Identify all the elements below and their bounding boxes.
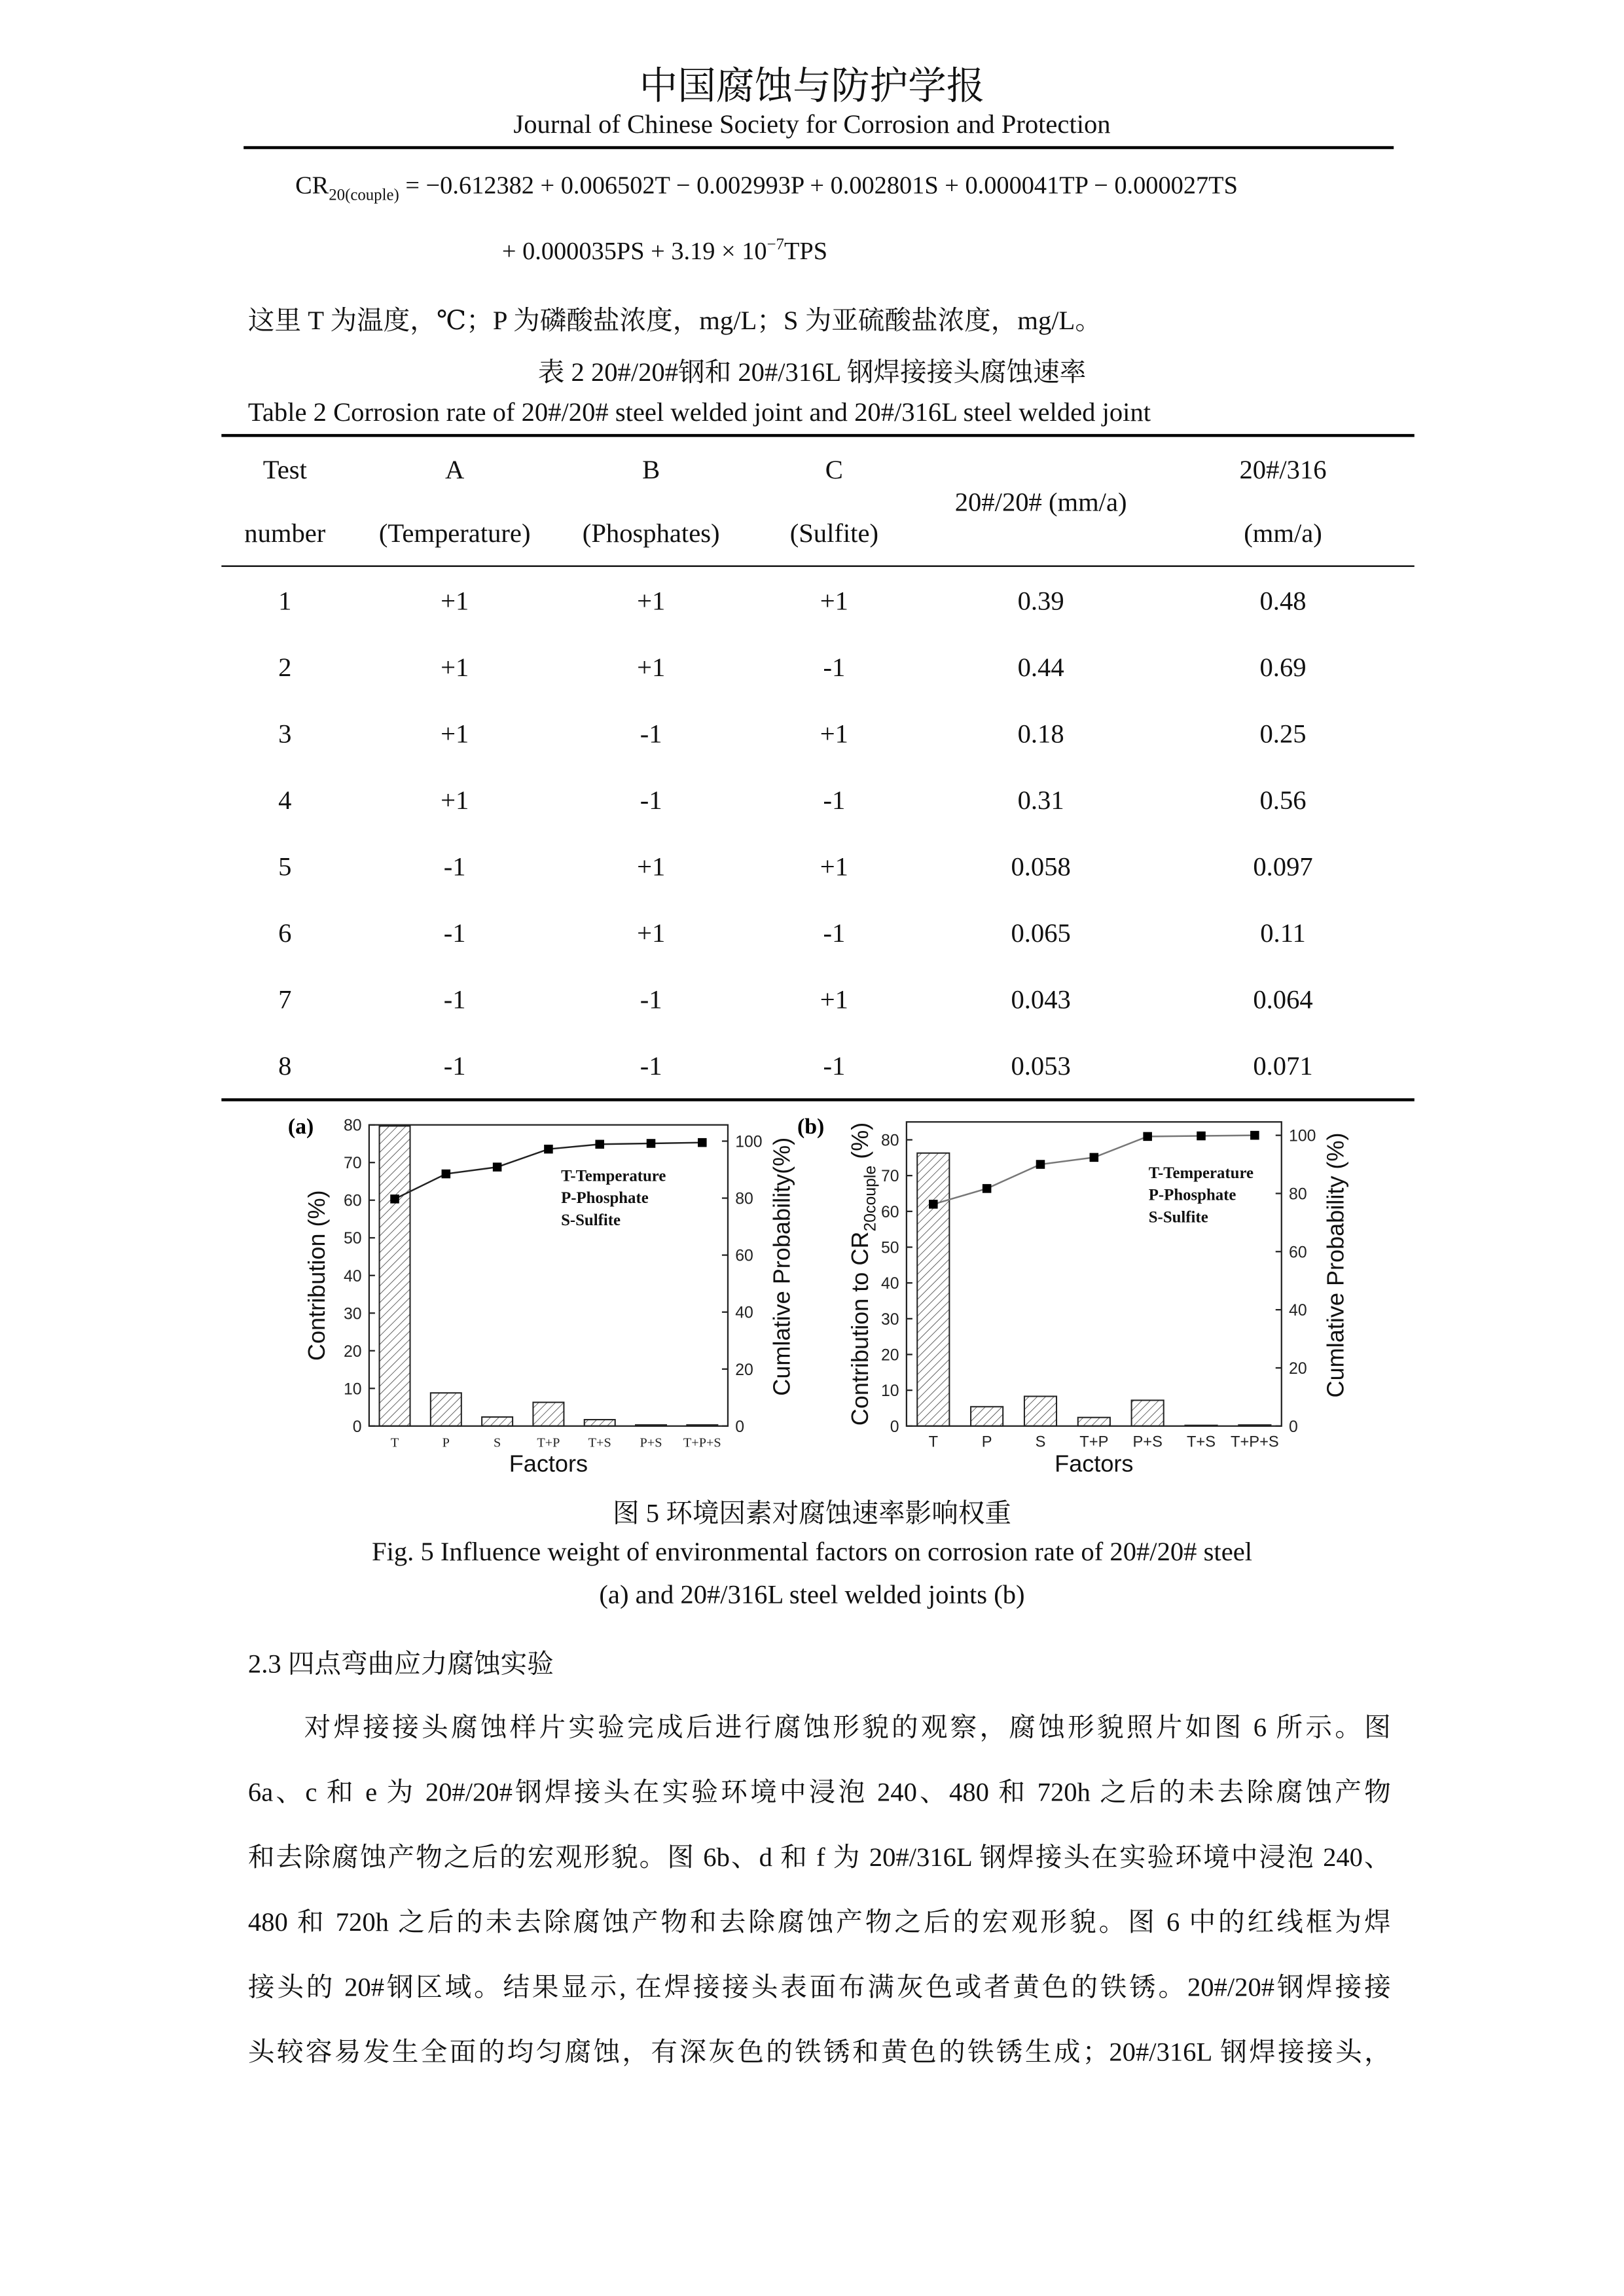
y-tick-label: 20 [881, 1346, 899, 1365]
table-cell: +1 [441, 586, 469, 616]
bar [687, 1425, 717, 1426]
y-axis-label-main: Contribution to CR [846, 1231, 874, 1426]
y2-axis-label: Cumlative Probability (%) [1322, 1132, 1349, 1398]
table-cell: 5 [278, 852, 292, 882]
bar [585, 1420, 615, 1426]
header-rule [244, 146, 1394, 148]
bar [533, 1403, 564, 1426]
bar [380, 1126, 410, 1426]
y2-tick-label: 20 [1289, 1359, 1307, 1378]
table-cell: -1 [640, 719, 662, 749]
y-tick-label: 70 [344, 1155, 362, 1173]
table-cell: +1 [441, 719, 469, 749]
formula-line-1 [295, 171, 1238, 205]
x-tick-label: T+P+S [683, 1435, 721, 1450]
panel-label: (a) [287, 1115, 314, 1139]
plot-frame [369, 1125, 728, 1426]
y-tick-label: 70 [881, 1168, 899, 1186]
x-tick-label: T [928, 1433, 939, 1451]
table-caption-en: Table 2 Corrosion rate of 20#/20# steel welded joint and 20#/316L steel welded joint [247, 397, 1151, 427]
cumulative-point [647, 1139, 656, 1148]
bar [431, 1393, 461, 1426]
table-caption-cn: 表 2 20#/20#钢和 20#/316L 钢焊接接头腐蚀速率 [537, 357, 1087, 387]
table-cell: 0.44 [1017, 652, 1064, 683]
panel-label: (b) [797, 1115, 825, 1139]
cumulative-point [595, 1140, 604, 1149]
cumulative-point [1090, 1153, 1099, 1162]
y2-tick-label: 80 [735, 1190, 753, 1208]
legend-annotation: S-Sulfite [561, 1211, 621, 1230]
formula-exp: −7 [767, 236, 784, 254]
table-cell: +1 [820, 719, 848, 749]
y-tick-label: 50 [344, 1230, 362, 1248]
y2-tick-label: 0 [1289, 1418, 1298, 1436]
y-tick-label: 40 [881, 1275, 899, 1293]
table-cell: +1 [637, 852, 666, 882]
table-header-cell: Test [262, 454, 307, 484]
x-tick-label: T+S [588, 1435, 611, 1450]
paragraph-line: 480 和 720h 之后的未去除腐蚀产物和去除腐蚀产物之后的宏观形貌。图 6 中的红线框为焊 [247, 1907, 1391, 1937]
table-cell: 0.56 [1259, 785, 1307, 816]
table-bottom-rule [221, 1098, 1414, 1100]
y-tick-label: 60 [344, 1192, 362, 1210]
bar [1024, 1396, 1056, 1426]
paragraph-line: 和去除腐蚀产物之后的宏观形貌。图 6b、d 和 f 为 20#/316L 钢焊接头在实验环境中浸泡 240、 [247, 1842, 1391, 1872]
y-tick-label: 40 [344, 1267, 362, 1285]
y-tick-label: 80 [344, 1117, 362, 1135]
table-header-cell: number [244, 518, 326, 548]
table-cell: +1 [820, 984, 848, 1014]
table-cell: 0.69 [1259, 652, 1307, 683]
table-cell: -1 [823, 918, 846, 948]
paragraph-line: 头较容易发生全面的均匀腐蚀，有深灰色的铁锈和黄色的铁锈生成；20#/316L 钢焊接接头， [247, 2037, 1391, 2067]
formula-lhs-sub: 20(couple) [329, 187, 399, 205]
formula-lhs: CR [295, 171, 329, 200]
y-axis-label-tail: (%) [846, 1122, 874, 1166]
table-cell: 7 [278, 984, 292, 1014]
table-cell: +1 [637, 652, 666, 683]
table-cell: -1 [443, 852, 466, 882]
table-header-rule [221, 565, 1414, 567]
y2-tick-label: 40 [1289, 1302, 1307, 1320]
y2-tick-label: 100 [735, 1133, 763, 1151]
table-cell: 0.48 [1259, 586, 1307, 616]
cumulative-point [390, 1194, 399, 1204]
table-cell: 0.31 [1017, 785, 1064, 816]
table-cell: +1 [637, 586, 666, 616]
bar [1078, 1418, 1110, 1426]
table-header-cell: (Sulfite) [789, 518, 879, 548]
y-tick-label: 20 [344, 1342, 362, 1361]
paragraph-line: 6a、c 和 e 为 20#/20#钢焊接头在实验环境中浸泡 240、480 和 720h 之后的未去除腐蚀产物 [247, 1777, 1391, 1807]
table-cell: 0.064 [1253, 984, 1313, 1014]
cumulative-point [442, 1170, 451, 1179]
table-cell: +1 [820, 852, 848, 882]
table-cell: 0.053 [1011, 1050, 1071, 1081]
bar [1132, 1400, 1164, 1426]
bar [482, 1417, 513, 1426]
table-cell: -1 [823, 785, 846, 816]
y-tick-label: 0 [352, 1418, 362, 1436]
table-cell: 8 [278, 1050, 292, 1081]
bar [1238, 1425, 1271, 1426]
journal-title-en: Journal of Chinese Society for Corrosion and Protection [513, 109, 1111, 139]
cumulative-point [983, 1184, 992, 1193]
table-cell: -1 [443, 918, 466, 948]
table-cell: 0.071 [1253, 1050, 1313, 1081]
table-cell: 0.39 [1017, 586, 1064, 616]
table-cell: 1 [278, 586, 292, 616]
y-tick-label: 80 [881, 1132, 899, 1150]
cumulative-point [698, 1138, 707, 1147]
table-cell: 0.065 [1011, 918, 1071, 948]
x-tick-label: P [442, 1435, 450, 1450]
table-cell: -1 [823, 1050, 846, 1081]
table-cell: 4 [278, 785, 292, 816]
x-tick-label: P+S [1132, 1433, 1163, 1451]
table-cell: 3 [278, 719, 292, 749]
cumulative-point [493, 1162, 502, 1172]
table-cell: +1 [441, 652, 469, 683]
y-axis-label [846, 1122, 879, 1426]
y-tick-label: 30 [344, 1305, 362, 1323]
y-tick-label: 10 [344, 1380, 362, 1399]
legend-annotation: P-Phosphate [1148, 1186, 1236, 1204]
y-tick-label: 30 [881, 1310, 899, 1329]
y-tick-label: 0 [890, 1418, 899, 1436]
journal-title-cn: 中国腐蚀与防护学报 [639, 65, 985, 108]
table-header-cell: (mm/a) [1244, 518, 1322, 548]
table-header-cell: A [445, 454, 465, 484]
x-tick-label: T+P [537, 1435, 560, 1450]
table-cell: 2 [278, 652, 292, 683]
table-header-cell: C [825, 454, 843, 484]
chart-a [287, 1110, 795, 1486]
table-cell: -1 [640, 984, 662, 1014]
table-header-cell: 20#/20# (mm/a) [954, 487, 1127, 517]
cumulative-point [1250, 1131, 1259, 1140]
bar [636, 1425, 666, 1426]
bar [971, 1407, 1003, 1426]
table-top-rule [221, 434, 1414, 436]
y2-tick-label: 80 [1289, 1185, 1307, 1204]
cumulative-point [544, 1145, 553, 1154]
table-header-cell: 20#/316 [1239, 454, 1327, 484]
cumulative-point [1036, 1160, 1045, 1169]
table-cell: +1 [441, 785, 469, 816]
x-tick-label: P+S [640, 1435, 662, 1450]
table-cell: 0.043 [1011, 984, 1071, 1014]
formula-rhs-1: = −0.612382 + 0.006502T − 0.002993P + 0.002801S + 0.000041TP − 0.000027TS [405, 171, 1238, 200]
y2-tick-label: 60 [1289, 1244, 1307, 1262]
legend-annotation: S-Sulfite [1148, 1208, 1208, 1227]
section-heading: 2.3 四点弯曲应力腐蚀实验 [247, 1649, 554, 1679]
formula-rhs-2b: TPS [784, 237, 828, 266]
table-header-cell: (Phosphates) [582, 518, 720, 548]
x-tick-label: P [981, 1433, 992, 1451]
table-cell: 0.18 [1017, 719, 1064, 749]
table-cell: -1 [640, 1050, 662, 1081]
y2-axis-label: Cumlative Probability(%) [768, 1137, 795, 1396]
y-tick-label: 60 [881, 1203, 899, 1221]
table-cell: -1 [823, 652, 846, 683]
y2-tick-label: 40 [735, 1304, 753, 1322]
y-tick-label: 10 [881, 1382, 899, 1401]
table-cell: -1 [443, 984, 466, 1014]
figure-caption-en-1: Fig. 5 Influence weight of environmental factors on corrosion rate of 20#/20# steel [371, 1536, 1253, 1567]
cumulative-point [1197, 1132, 1206, 1141]
figure-caption-en-2: (a) and 20#/316L steel welded joints (b) [599, 1579, 1025, 1609]
table-cell: 6 [278, 918, 292, 948]
y-axis-label-main: Contribution (%) [303, 1190, 331, 1361]
table-cell: +1 [820, 586, 848, 616]
x-tick-label: T+P+S [1231, 1433, 1279, 1451]
x-axis-label: Factors [1055, 1450, 1134, 1477]
x-tick-label: T+S [1186, 1433, 1216, 1451]
y-axis-label [303, 1190, 330, 1361]
y2-tick-label: 20 [735, 1361, 753, 1379]
x-tick-label: T+P [1079, 1433, 1109, 1451]
x-tick-label: S [1035, 1433, 1046, 1451]
table-header-cell: B [642, 454, 660, 484]
y2-tick-label: 60 [735, 1247, 753, 1265]
cumulative-point [929, 1200, 938, 1209]
table-cell: 0.25 [1259, 719, 1307, 749]
y2-tick-label: 0 [735, 1418, 745, 1436]
table-cell: 0.058 [1011, 852, 1071, 882]
table-cell: -1 [640, 785, 662, 816]
x-tick-label: S [493, 1435, 501, 1450]
y-tick-label: 50 [881, 1239, 899, 1257]
legend-annotation: T-Temperature [561, 1167, 666, 1185]
legend-annotation: T-Temperature [1148, 1164, 1254, 1182]
y-axis-label-sub: 20couple [861, 1165, 880, 1232]
x-tick-label: T [390, 1435, 399, 1450]
figure-caption-cn: 图 5 环境因素对腐蚀速率影响权重 [613, 1498, 1012, 1528]
x-axis-label: Factors [509, 1450, 588, 1477]
cumulative-point [1143, 1132, 1152, 1141]
variable-definition: 这里 T 为温度，℃；P 为磷酸盐浓度，mg/L；S 为亚硫酸盐浓度，mg/L。 [247, 305, 1102, 335]
legend-annotation: P-Phosphate [561, 1189, 649, 1208]
table-cell: 0.11 [1260, 918, 1306, 948]
chart-b [797, 1110, 1373, 1486]
table-cell: +1 [637, 918, 666, 948]
paragraph-line: 接头的 20#钢区域。结果显示, 在焊接接头表面布满灰色或者黄色的铁锈。20#/20#钢焊接接 [247, 1972, 1391, 2002]
y2-tick-label: 100 [1289, 1127, 1316, 1145]
table-cell: 0.097 [1253, 852, 1313, 882]
table-cell: -1 [443, 1050, 466, 1081]
paragraph-line: 对焊接接头腐蚀样片实验完成后进行腐蚀形貌的观察，腐蚀形貌照片如图 6 所示。图 [304, 1712, 1391, 1742]
bar [917, 1153, 949, 1426]
table-header-cell: (Temperature) [378, 518, 531, 548]
formula-line-2 [502, 236, 827, 267]
formula-rhs-2a: + 0.000035PS + 3.19 × 10 [501, 237, 767, 266]
